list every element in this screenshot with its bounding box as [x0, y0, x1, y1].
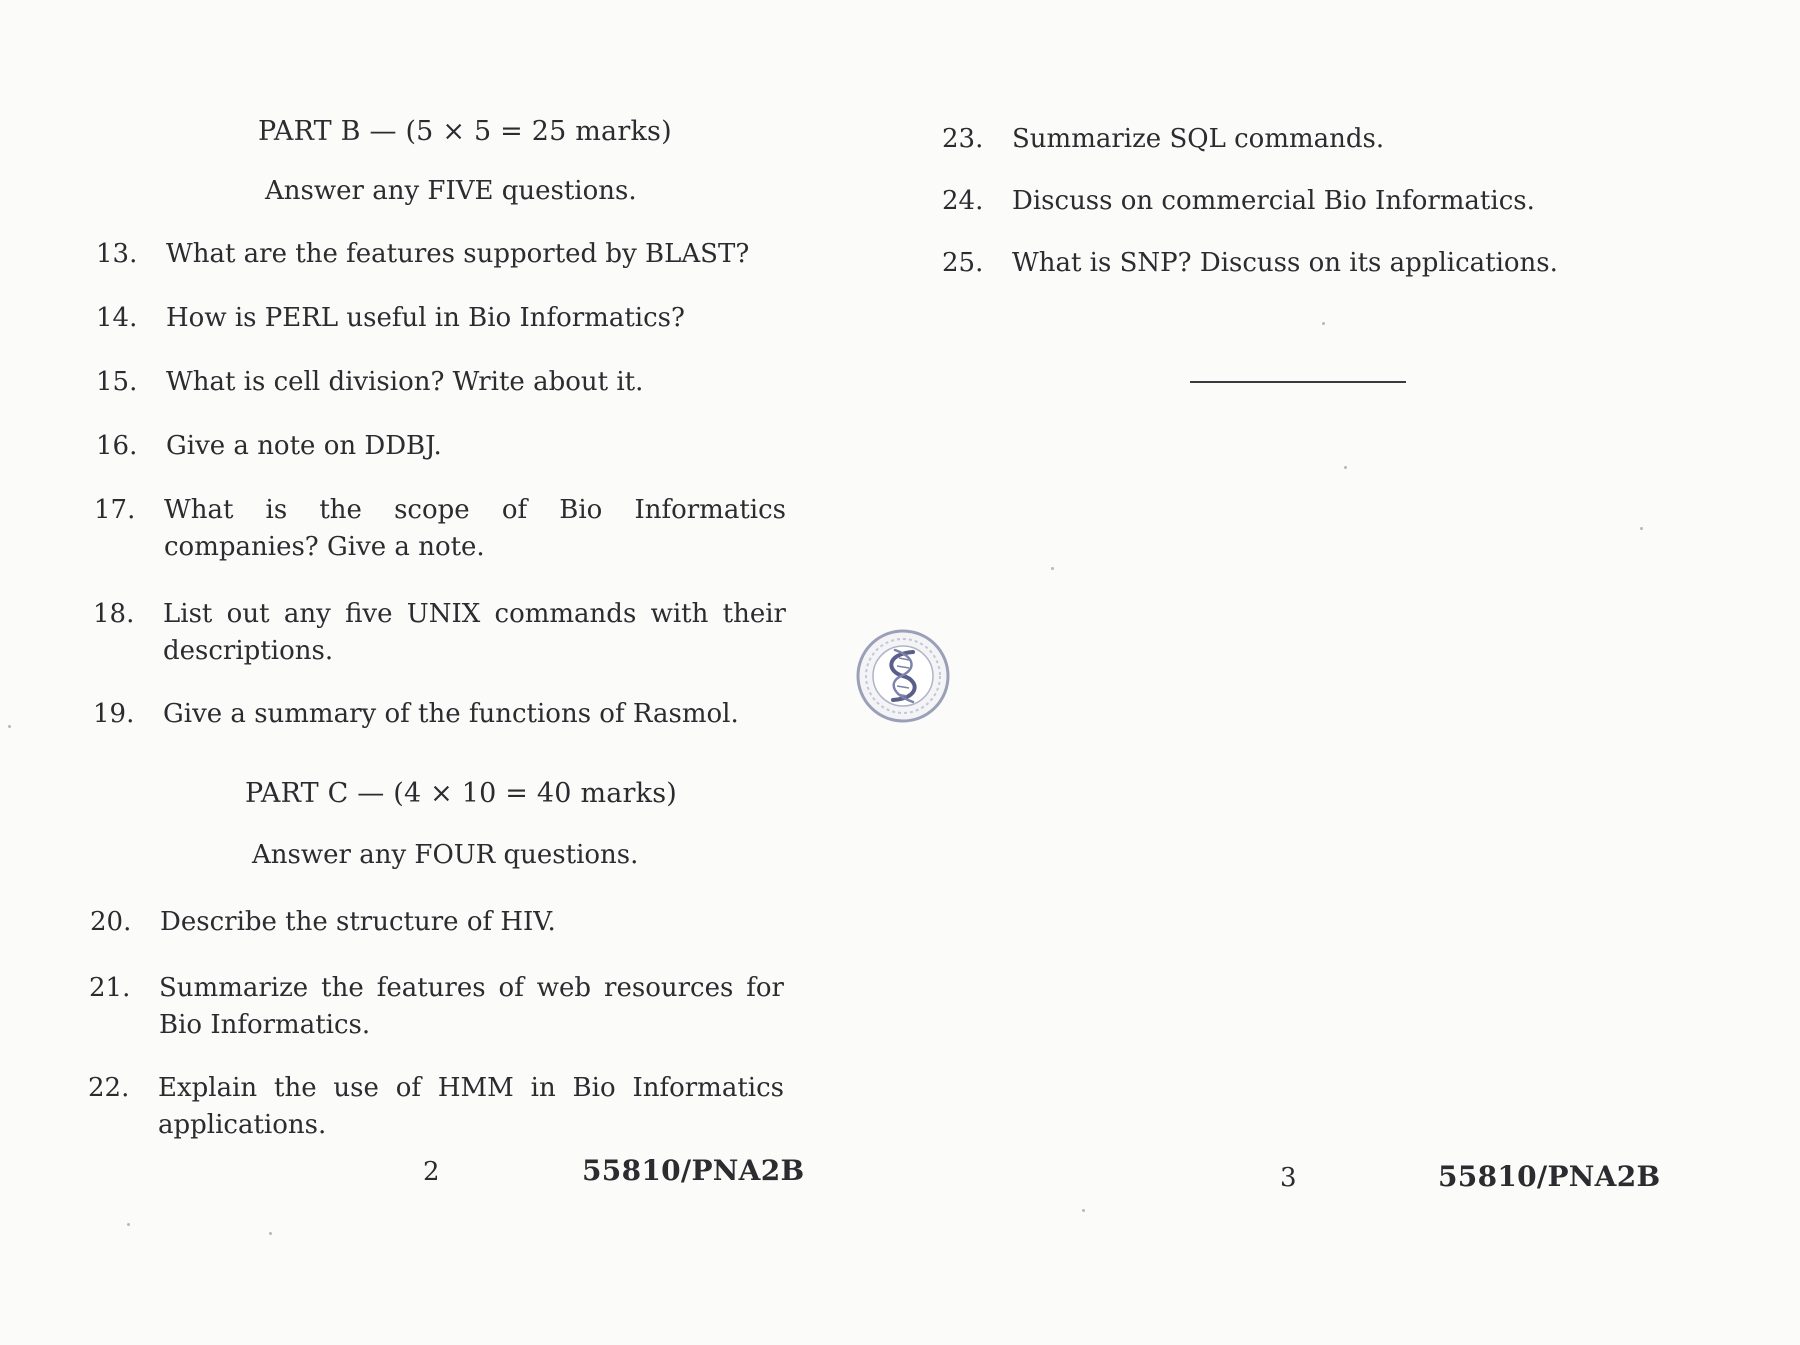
question-text: Summarize the features of web resources for Bio Informatics.: [159, 973, 784, 1040]
question-number: 23.: [942, 124, 984, 154]
part-c-instruction: Answer any FOUR questions.: [252, 840, 639, 870]
question-text: What is cell division? Write about it.: [166, 367, 644, 397]
question-14: [96, 300, 796, 337]
question-number: 24.: [942, 186, 984, 216]
question-17: [94, 492, 786, 566]
question-number: 16.: [96, 431, 138, 461]
question-16: [96, 428, 796, 465]
paper-code: 55810/PNA2B: [582, 1154, 805, 1187]
question-number: 15.: [96, 367, 138, 397]
question-20: [90, 904, 790, 941]
question-text: Describe the structure of HIV.: [160, 907, 556, 937]
scan-speck: [1322, 322, 1325, 325]
question-text: Give a summary of the functions of Rasmol.: [163, 699, 739, 729]
question-text: How is PERL useful in Bio Informatics?: [166, 303, 685, 333]
question-number: 21.: [89, 973, 131, 1003]
question-number: 22.: [88, 1073, 130, 1103]
question-13: [96, 236, 796, 273]
scan-speck: [8, 725, 11, 728]
question-text: What are the features supported by BLAST?: [166, 239, 750, 269]
question-text: What is the scope of Bio Informatics companies? Give a note.: [164, 495, 786, 562]
question-23: [942, 121, 1642, 158]
end-of-paper-rule: [1190, 381, 1406, 383]
question-22: [88, 1070, 784, 1144]
question-text: Discuss on commercial Bio Informatics.: [1012, 186, 1535, 216]
question-number: 14.: [96, 303, 138, 333]
question-number: 13.: [96, 239, 138, 269]
page-number: 2: [423, 1157, 440, 1187]
page-number: 3: [1280, 1163, 1297, 1193]
scan-speck: [1082, 1209, 1085, 1212]
question-number: 18.: [93, 599, 135, 629]
question-text: Explain the use of HMM in Bio Informatics applications.: [158, 1073, 784, 1140]
dna-seal-icon: [855, 628, 951, 724]
scan-speck: [1051, 567, 1054, 570]
question-number: 20.: [90, 907, 132, 937]
question-text: List out any five UNIX commands with their descriptions.: [163, 599, 786, 666]
part-b-instruction: Answer any FIVE questions.: [265, 176, 637, 206]
question-text: What is SNP? Discuss on its applications.: [1012, 248, 1558, 278]
question-text: Give a note on DDBJ.: [166, 431, 442, 461]
question-number: 17.: [94, 495, 136, 525]
question-24: [942, 183, 1642, 220]
question-21: [89, 970, 784, 1044]
question-15: [96, 364, 796, 401]
question-25: [942, 245, 1642, 282]
question-19: [93, 696, 793, 733]
question-18: [93, 596, 786, 670]
question-text: Summarize SQL commands.: [1012, 124, 1385, 154]
part-c-heading: PART C — (4 × 10 = 40 marks): [245, 778, 677, 809]
paper-code: 55810/PNA2B: [1438, 1160, 1661, 1193]
scan-speck: [1344, 466, 1347, 469]
question-number: 25.: [942, 248, 984, 278]
part-b-heading: PART B — (5 × 5 = 25 marks): [258, 116, 672, 147]
scan-speck: [127, 1223, 130, 1226]
right-page: [900, 0, 1800, 1345]
question-number: 19.: [93, 699, 135, 729]
scan-speck: [1640, 527, 1643, 530]
scan-speck: [269, 1232, 272, 1235]
